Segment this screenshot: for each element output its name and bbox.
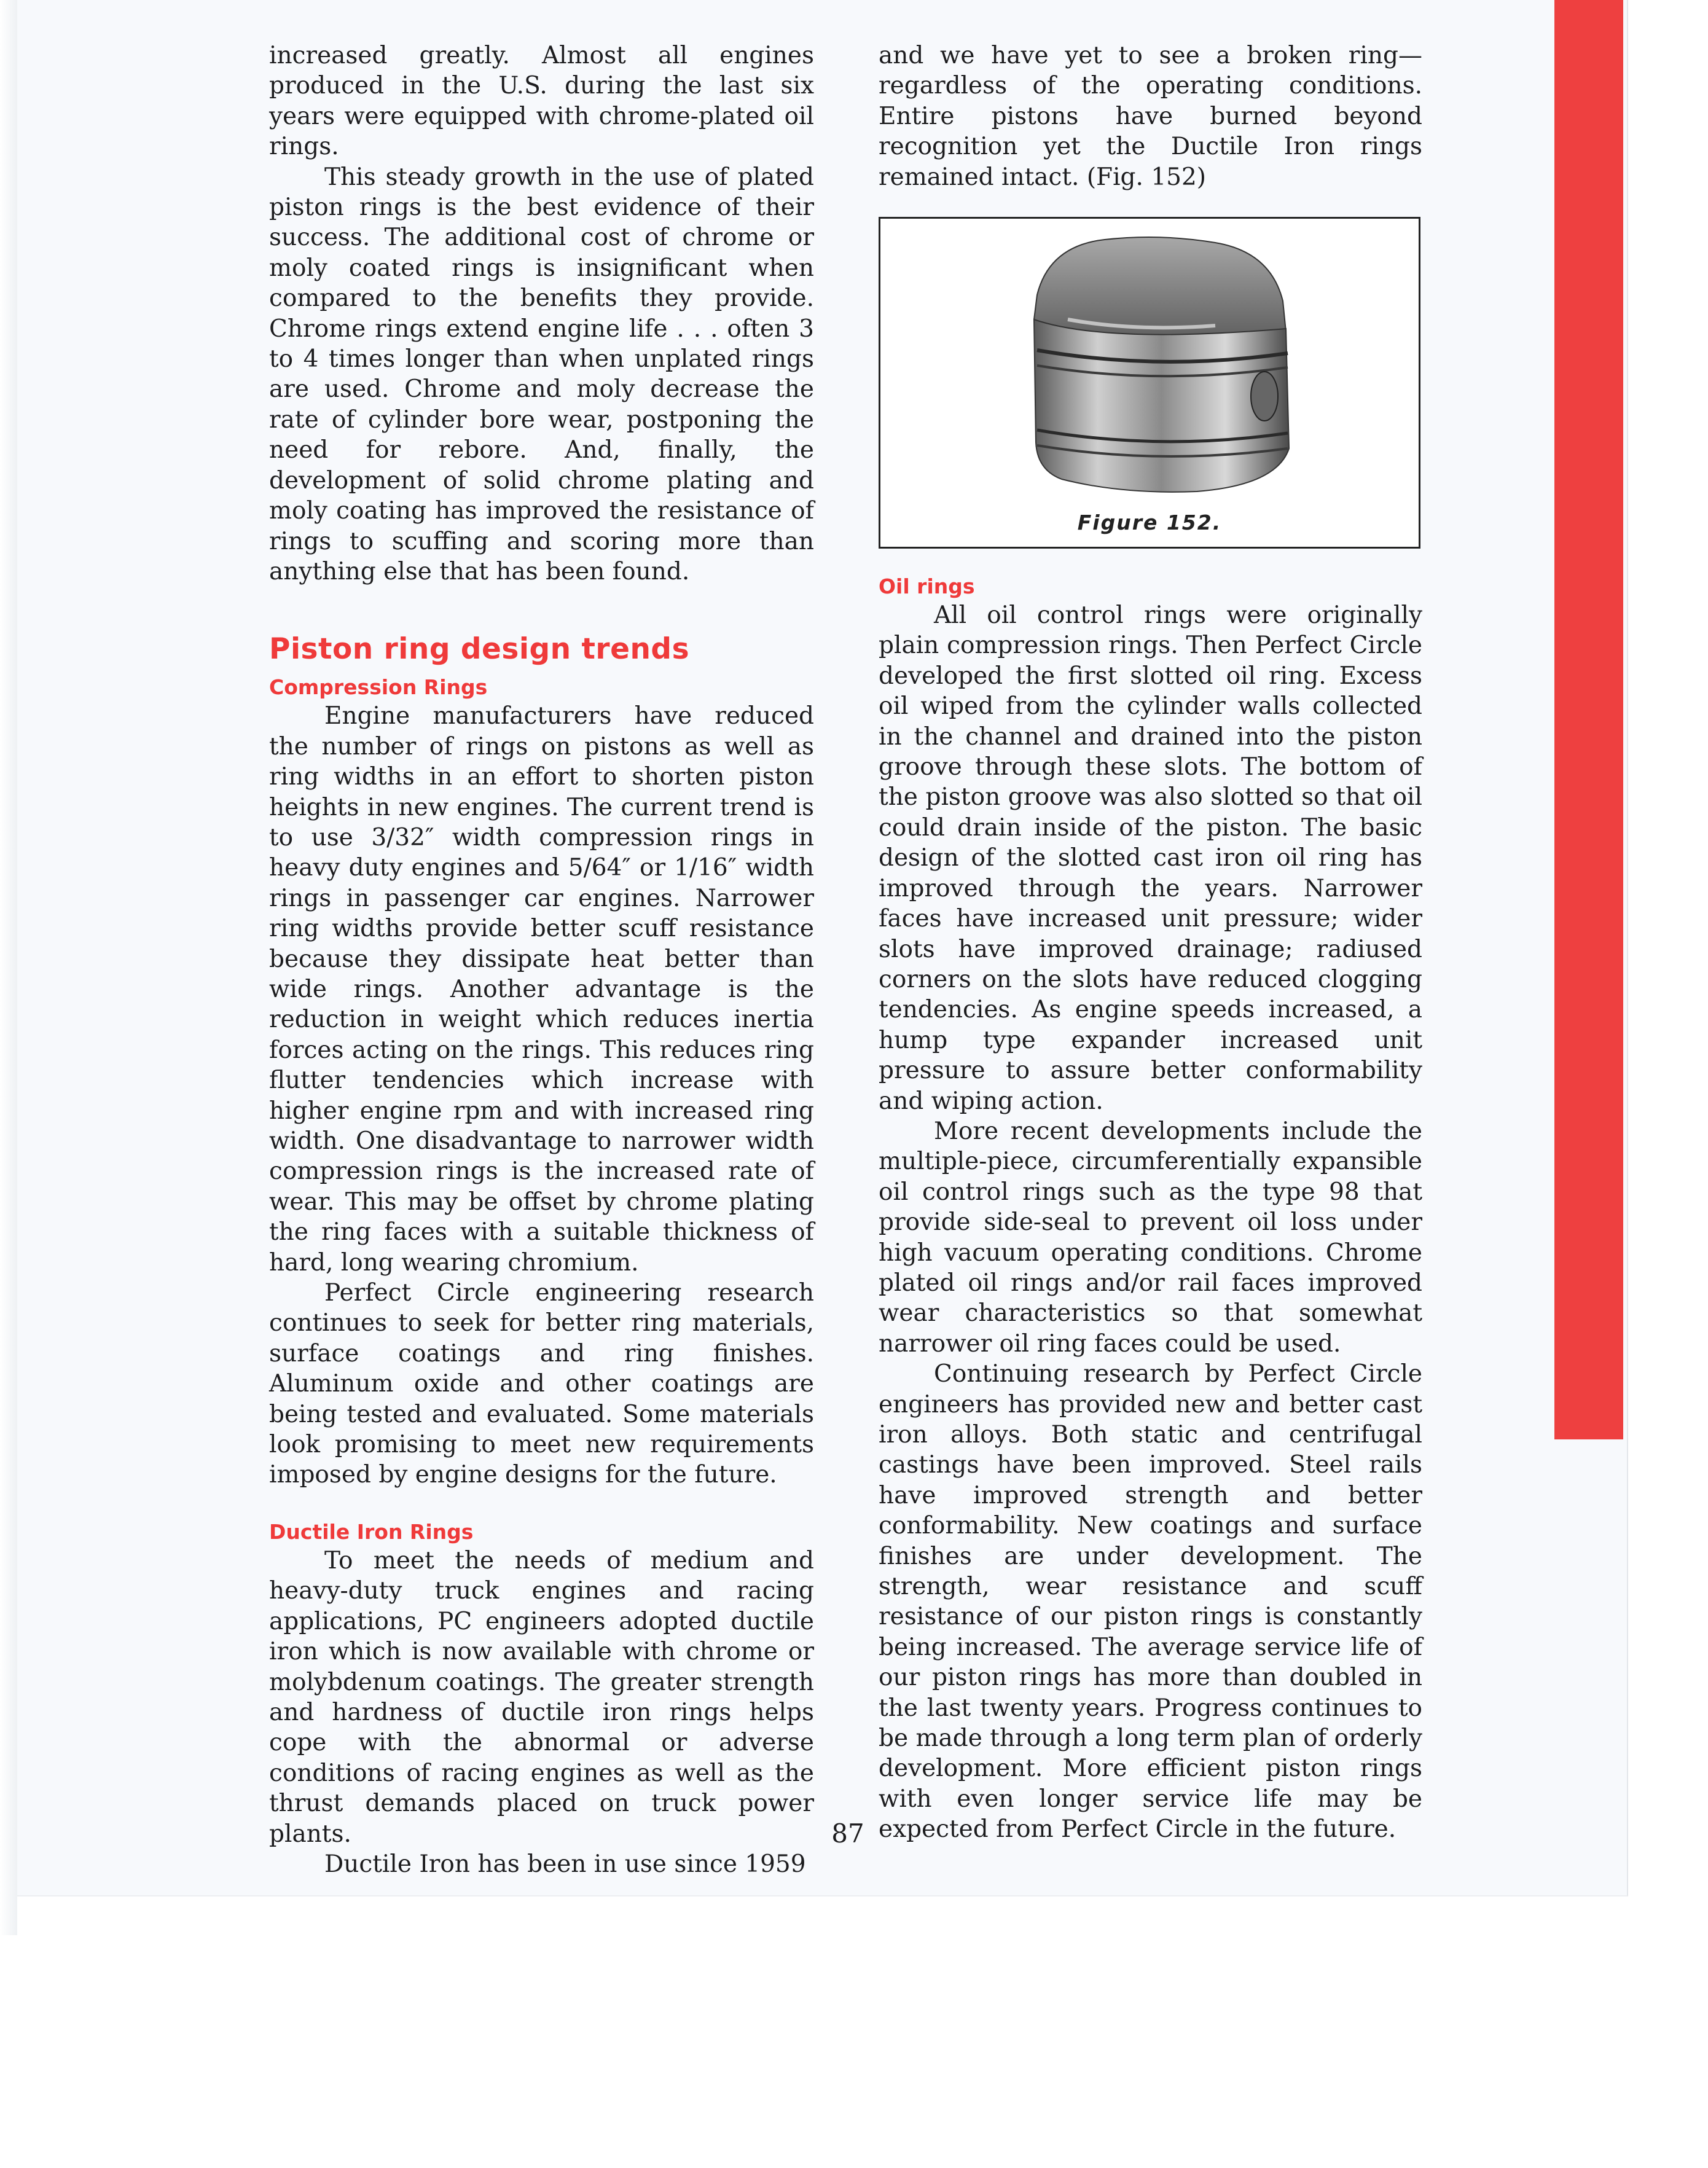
page-left-shadow bbox=[0, 0, 17, 1935]
left-paragraph-1: increased greatly. Almost all engines produced in the U.S. during the last six years were equipped with chrome-plated oil rings. bbox=[269, 42, 814, 161]
right-paragraph-1: and we have yet to see a broken ring—regardless of the operating conditions. Entire pistons have burned beyond recognition yet the Ductile Iron rings remained intact. (Fig. 152) bbox=[879, 42, 1422, 191]
left-paragraph-5: To meet the needs of medium and heavy-duty truck engines and racing applications, PC engineers adopted ductile iron which is now available with chrome or molybdenum coatings. The greater strength and hardness of ductile iron rings helps cope with the abnormal or adverse conditions of racing engines as well as the thrust demands placed on truck power plants. bbox=[269, 1546, 814, 1848]
left-paragraph-2: This steady growth in the use of plated piston rings is the best evidence of their success. The additional cost of chrome or moly coated rings is insignificant when compared to the benefits they provide. Chrome rings extend engine life . . . often 3 to 4 times longer than when unplated rings are used. Chrome and moly decrease the rate of cylinder bore wear, postponing the need for rebore. And, finally, the development of solid chrome plating and moly coating has improved the resistance of rings to scuffing and scoring more than anything else that has been found. bbox=[269, 163, 814, 585]
right-paragraph-3: More recent developments include the multiple-piece, circumferentially expansible oil control rings such as the type 98 that provide side-seal to prevent oil loss under high vacuum operating conditions. Chrome plated oil rings and/or rail faces improved wear characteristics so that somewhat narrower oil ring faces could be used. bbox=[879, 1117, 1422, 1358]
right-column bbox=[879, 41, 1422, 1845]
figure-caption: Figure 152. bbox=[1077, 511, 1222, 535]
subheading-oil-rings: Oil rings bbox=[879, 574, 975, 599]
right-paragraph-4: Continuing research by Perfect Circle engineers has provided new and better cast iron alloys. Both static and centrifugal castings have been improved. Steel rails have improved strength and better conformability. New coatings and surface finishes are under development. The strength, wear resistance and scuff resistance of our piston rings is constantly being increased. The average service life of our piston rings has more than doubled in the last twenty years. Progress continues to be made through a long term plan of orderly development. More efficient piston rings with even longer service life may be expected from Perfect Circle in the future. bbox=[879, 1360, 1422, 1844]
right-paragraph-2: All oil control rings were originally plain compression rings. Then Perfect Circle developed the first slotted oil ring. Excess oil wiped from the cylinder walls collected in the channel and drained into the piston groove through these slots. The bottom of the piston groove was also slotted so that oil could drain inside of the piston. The basic design of the slotted cast iron oil ring has improved through the years. Narrower faces have increased unit pressure; wider slots have improved drainage; radiused corners on the slots have reduced clogging tendencies. As engine speeds increased, a hump type expander increased unit pressure to assure better conformability and wiping action. bbox=[879, 601, 1422, 1115]
section-heading-piston-ring-design-trends: Piston ring design trends bbox=[269, 632, 690, 667]
left-paragraph-4: Perfect Circle engineering research continues to seek for better ring materials, surface coatings and ring finishes. Aluminum oxide and other coatings are being tested and evaluated. Some materials look promising to meet new requirements imposed by engine designs for the future. bbox=[269, 1279, 814, 1489]
left-paragraph-6: Ductile Iron has been in use since 1959 bbox=[324, 1850, 806, 1878]
figure-152-box bbox=[879, 217, 1420, 549]
left-paragraph-3: Engine manufacturers have reduced the number of rings on pistons as well as ring widths in an effort to shorten piston heights in new engines. The current trend is to use 3/32″ width compression rings in heavy duty engines and 5/64″ or 1/16″ width rings in passenger car engines. Narrower ring widths provide better scuff resistance because they dissipate heat better than wide rings. Another advantage is the reduction in weight which reduces inertia forces acting on the rings. This reduces ring flutter tendencies which increase with higher engine rpm and with increased ring width. One disadvantage to narrower width compression rings is the increased rate of wear. This may be offset by chrome plating the ring faces with a suitable thickness of hard, long wearing chromium. bbox=[269, 702, 814, 1277]
red-edge-tab bbox=[1554, 0, 1623, 1439]
burned-piston-photo bbox=[1013, 227, 1301, 498]
page-number: 87 bbox=[831, 1818, 864, 1849]
subheading-ductile-iron-rings: Ductile Iron Rings bbox=[269, 1519, 474, 1544]
subheading-compression-rings: Compression Rings bbox=[269, 675, 488, 700]
left-column bbox=[269, 41, 814, 1879]
